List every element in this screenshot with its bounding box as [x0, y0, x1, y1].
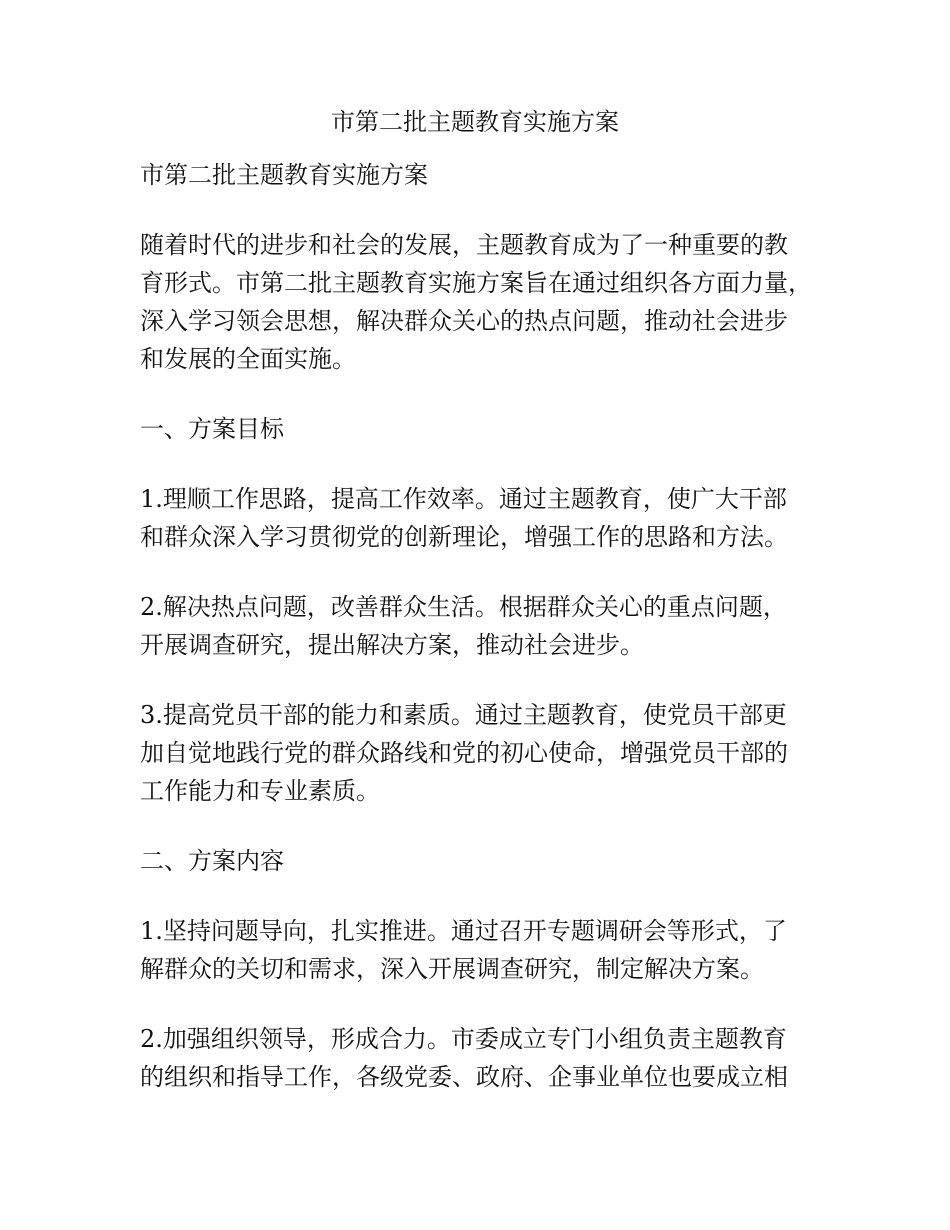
text-line: 随着时代的进步和社会的发展，主题教育成为了一种重要的教 — [140, 231, 788, 259]
section-heading-content — [140, 842, 830, 880]
page-title: 市第二批主题教育实施方案 — [331, 108, 619, 136]
intro-paragraph — [140, 226, 830, 378]
text-line: 育形式。市第二批主题教育实施方案旨在通过组织各方面力量， — [140, 269, 812, 297]
text-line: 解群众的关切和需求，深入开展调查研究，制定解决方案。 — [140, 955, 764, 983]
text-line: 2.加强组织领导，形成合力。市委成立专门小组负责主题教育 — [140, 1025, 787, 1053]
goal-item-2 — [140, 588, 830, 664]
subtitle-paragraph — [140, 156, 830, 194]
text-line: 开展调查研究，提出解决方案，推动社会进步。 — [140, 631, 644, 659]
text-line: 市第二批主题教育实施方案 — [140, 161, 428, 189]
goal-item-1 — [140, 480, 830, 556]
text-line: 深入学习领会思想，解决群众关心的热点问题，推动社会进步 — [140, 307, 788, 335]
text-line: 和群众深入学习贯彻党的创新理论，增强工作的思路和方法。 — [140, 523, 788, 551]
text-line: 2.解决热点问题，改善群众生活。根据群众关心的重点问题， — [140, 593, 787, 621]
content-item-2 — [140, 1020, 830, 1096]
section-heading-goals — [140, 410, 830, 448]
document-body — [140, 156, 830, 1128]
content-item-1 — [140, 912, 830, 988]
text-line: 加自觉地践行党的群众路线和党的初心使命，增强党员干部的 — [140, 739, 788, 767]
goal-item-3 — [140, 696, 830, 810]
text-line: 和发展的全面实施。 — [140, 345, 356, 373]
text-line: 的组织和指导工作，各级党委、政府、企事业单位也要成立相 — [140, 1063, 788, 1091]
text-line: 1.理顺工作思路，提高工作效率。通过主题教育，使广大干部 — [140, 485, 787, 513]
text-line: 工作能力和专业素质。 — [140, 777, 380, 805]
text-line: 一、方案目标 — [140, 415, 284, 443]
text-line: 二、方案内容 — [140, 847, 284, 875]
text-line: 3.提高党员干部的能力和素质。通过主题教育，使党员干部更 — [140, 701, 787, 729]
text-line: 1.坚持问题导向，扎实推进。通过召开专题调研会等形式，了 — [140, 917, 787, 945]
